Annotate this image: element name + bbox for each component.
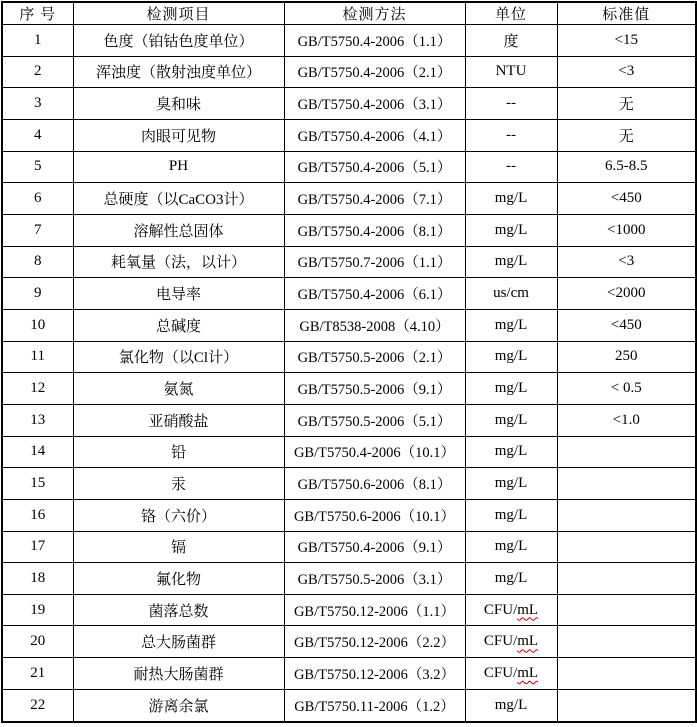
standard-value-cell: <450	[557, 309, 696, 341]
test-item-cell: 浑浊度（散射浊度单位）	[73, 56, 284, 88]
unit-cell: NTU	[465, 56, 557, 88]
table-row	[2, 563, 696, 595]
column-header-serial-number: 序 号	[2, 2, 73, 25]
test-method-cell: GB/T5750.4-2006（6.1）	[284, 278, 465, 310]
test-standards-table	[1, 1, 697, 723]
standard-value-cell	[557, 531, 696, 563]
serial-number-cell: 3	[2, 88, 73, 120]
test-item-cell: 总大肠菌群	[73, 626, 284, 658]
unit-cell: --	[465, 88, 557, 120]
header-row	[2, 2, 696, 25]
unit-cell: mg/L	[465, 246, 557, 278]
test-method-cell: GB/T5750.12-2006（2.2）	[284, 626, 465, 658]
test-method-cell: GB/T5750.7-2006（1.1）	[284, 246, 465, 278]
standard-value-cell: <1.0	[557, 404, 696, 436]
standard-value-cell	[557, 436, 696, 468]
unit-cell: --	[465, 151, 557, 183]
table-row	[2, 658, 696, 690]
serial-number-cell: 2	[2, 56, 73, 88]
spellcheck-underlined-text: mL	[517, 601, 539, 618]
standard-value-cell: <1000	[557, 214, 696, 246]
table-row	[2, 436, 696, 468]
standard-value-cell: < 0.5	[557, 373, 696, 405]
serial-number-cell: 16	[2, 499, 73, 531]
standard-value-cell	[557, 689, 696, 722]
serial-number-cell: 20	[2, 626, 73, 658]
unit-cell	[465, 594, 557, 626]
table-row	[2, 468, 696, 500]
unit-text: CFU/	[483, 633, 518, 650]
serial-number-cell: 8	[2, 246, 73, 278]
standard-value-cell	[557, 658, 696, 690]
unit-text: CFU/	[483, 664, 518, 681]
standard-value-cell: <15	[557, 25, 696, 57]
test-item-cell: 亚硝酸盐	[73, 404, 284, 436]
serial-number-cell: 4	[2, 119, 73, 151]
table-row	[2, 341, 696, 373]
table-header	[2, 2, 696, 25]
table-row	[2, 88, 696, 120]
unit-cell: mg/L	[465, 499, 557, 531]
unit-cell: mg/L	[465, 309, 557, 341]
spellcheck-underlined-text: mL	[517, 633, 539, 650]
table-row	[2, 626, 696, 658]
table-body	[2, 25, 696, 723]
unit-cell: us/cm	[465, 278, 557, 310]
serial-number-cell: 15	[2, 468, 73, 500]
test-method-cell: GB/T5750.4-2006（9.1）	[284, 531, 465, 563]
table-row	[2, 278, 696, 310]
test-method-cell: GB/T5750.5-2006（2.1）	[284, 341, 465, 373]
unit-cell: mg/L	[465, 468, 557, 500]
serial-number-cell: 12	[2, 373, 73, 405]
test-method-cell: GB/T5750.11-2006（1.2）	[284, 689, 465, 722]
serial-number-cell: 21	[2, 658, 73, 690]
serial-number-cell: 13	[2, 404, 73, 436]
serial-number-cell: 1	[2, 25, 73, 57]
standard-value-cell: <2000	[557, 278, 696, 310]
test-method-cell: GB/T5750.12-2006（3.2）	[284, 658, 465, 690]
unit-cell: mg/L	[465, 436, 557, 468]
table-row	[2, 151, 696, 183]
table-row	[2, 56, 696, 88]
serial-number-cell: 7	[2, 214, 73, 246]
test-item-cell: 菌落总数	[73, 594, 284, 626]
test-method-cell: GB/T5750.4-2006（8.1）	[284, 214, 465, 246]
standard-value-cell	[557, 563, 696, 595]
test-method-cell: GB/T5750.5-2006（9.1）	[284, 373, 465, 405]
test-item-cell: 色度（铂钴色度单位）	[73, 25, 284, 57]
test-item-cell: 铅	[73, 436, 284, 468]
standard-value-cell: 6.5-8.5	[557, 151, 696, 183]
table-row	[2, 531, 696, 563]
column-header-unit: 单位	[465, 2, 557, 25]
unit-cell: mg/L	[465, 214, 557, 246]
unit-cell: mg/L	[465, 404, 557, 436]
spellcheck-underlined-text: mL	[517, 664, 539, 681]
standard-value-cell: 无	[557, 119, 696, 151]
column-header-standard-value: 标准值	[557, 2, 696, 25]
unit-cell: --	[465, 119, 557, 151]
test-item-cell: 氯化物（以Cl计）	[73, 341, 284, 373]
test-method-cell: GB/T5750.5-2006（5.1）	[284, 404, 465, 436]
serial-number-cell: 22	[2, 689, 73, 722]
standard-value-cell: <3	[557, 56, 696, 88]
serial-number-cell: 17	[2, 531, 73, 563]
serial-number-cell: 6	[2, 183, 73, 215]
table-row	[2, 246, 696, 278]
standard-value-cell: 无	[557, 88, 696, 120]
test-item-cell: 耐热大肠菌群	[73, 658, 284, 690]
test-item-cell: 游离余氯	[73, 689, 284, 722]
table-row	[2, 689, 696, 722]
unit-cell: mg/L	[465, 531, 557, 563]
test-method-cell: GB/T5750.4-2006（5.1）	[284, 151, 465, 183]
test-item-cell: 电导率	[73, 278, 284, 310]
test-item-cell: 汞	[73, 468, 284, 500]
unit-text: CFU/	[483, 601, 518, 618]
test-method-cell: GB/T5750.6-2006（8.1）	[284, 468, 465, 500]
test-item-cell: 总碱度	[73, 309, 284, 341]
standard-value-cell: <450	[557, 183, 696, 215]
test-item-cell: 镉	[73, 531, 284, 563]
table-row	[2, 309, 696, 341]
test-method-cell: GB/T5750.4-2006（2.1）	[284, 56, 465, 88]
test-item-cell: 氨氮	[73, 373, 284, 405]
test-item-cell: 总硬度（以CaCO3计）	[73, 183, 284, 215]
unit-cell: mg/L	[465, 183, 557, 215]
standard-value-cell: <3	[557, 246, 696, 278]
test-item-cell: 溶解性总固体	[73, 214, 284, 246]
test-item-cell: 铬（六价）	[73, 499, 284, 531]
unit-cell: mg/L	[465, 689, 557, 722]
test-method-cell: GB/T5750.12-2006（1.1）	[284, 594, 465, 626]
standard-value-cell	[557, 626, 696, 658]
table-row	[2, 119, 696, 151]
standard-value-cell	[557, 594, 696, 626]
serial-number-cell: 10	[2, 309, 73, 341]
test-method-cell: GB/T5750.5-2006（3.1）	[284, 563, 465, 595]
unit-cell	[465, 626, 557, 658]
serial-number-cell: 5	[2, 151, 73, 183]
table-row	[2, 25, 696, 57]
test-item-cell: 耗氧量（法，以计）	[73, 246, 284, 278]
table-row	[2, 373, 696, 405]
table-row	[2, 214, 696, 246]
test-method-cell: GB/T5750.6-2006（10.1）	[284, 499, 465, 531]
test-item-cell: PH	[73, 151, 284, 183]
unit-cell: mg/L	[465, 563, 557, 595]
unit-cell: mg/L	[465, 341, 557, 373]
unit-cell	[465, 658, 557, 690]
standard-value-cell	[557, 468, 696, 500]
test-method-cell: GB/T5750.4-2006（10.1）	[284, 436, 465, 468]
unit-cell: 度	[465, 25, 557, 57]
test-method-cell: GB/T5750.4-2006（4.1）	[284, 119, 465, 151]
table-row	[2, 404, 696, 436]
table-row	[2, 183, 696, 215]
table-row	[2, 499, 696, 531]
serial-number-cell: 18	[2, 563, 73, 595]
column-header-test-item: 检测项目	[73, 2, 284, 25]
standard-value-cell: 250	[557, 341, 696, 373]
test-method-cell: GB/T8538-2008（4.10）	[284, 309, 465, 341]
column-header-test-method: 检测方法	[284, 2, 465, 25]
serial-number-cell: 11	[2, 341, 73, 373]
serial-number-cell: 14	[2, 436, 73, 468]
test-method-cell: GB/T5750.4-2006（7.1）	[284, 183, 465, 215]
test-method-cell: GB/T5750.4-2006（1.1）	[284, 25, 465, 57]
unit-cell: mg/L	[465, 373, 557, 405]
test-item-cell: 臭和味	[73, 88, 284, 120]
serial-number-cell: 9	[2, 278, 73, 310]
test-method-cell: GB/T5750.4-2006（3.1）	[284, 88, 465, 120]
test-item-cell: 肉眼可见物	[73, 119, 284, 151]
standard-value-cell	[557, 499, 696, 531]
test-item-cell: 氟化物	[73, 563, 284, 595]
table-row	[2, 594, 696, 626]
serial-number-cell: 19	[2, 594, 73, 626]
